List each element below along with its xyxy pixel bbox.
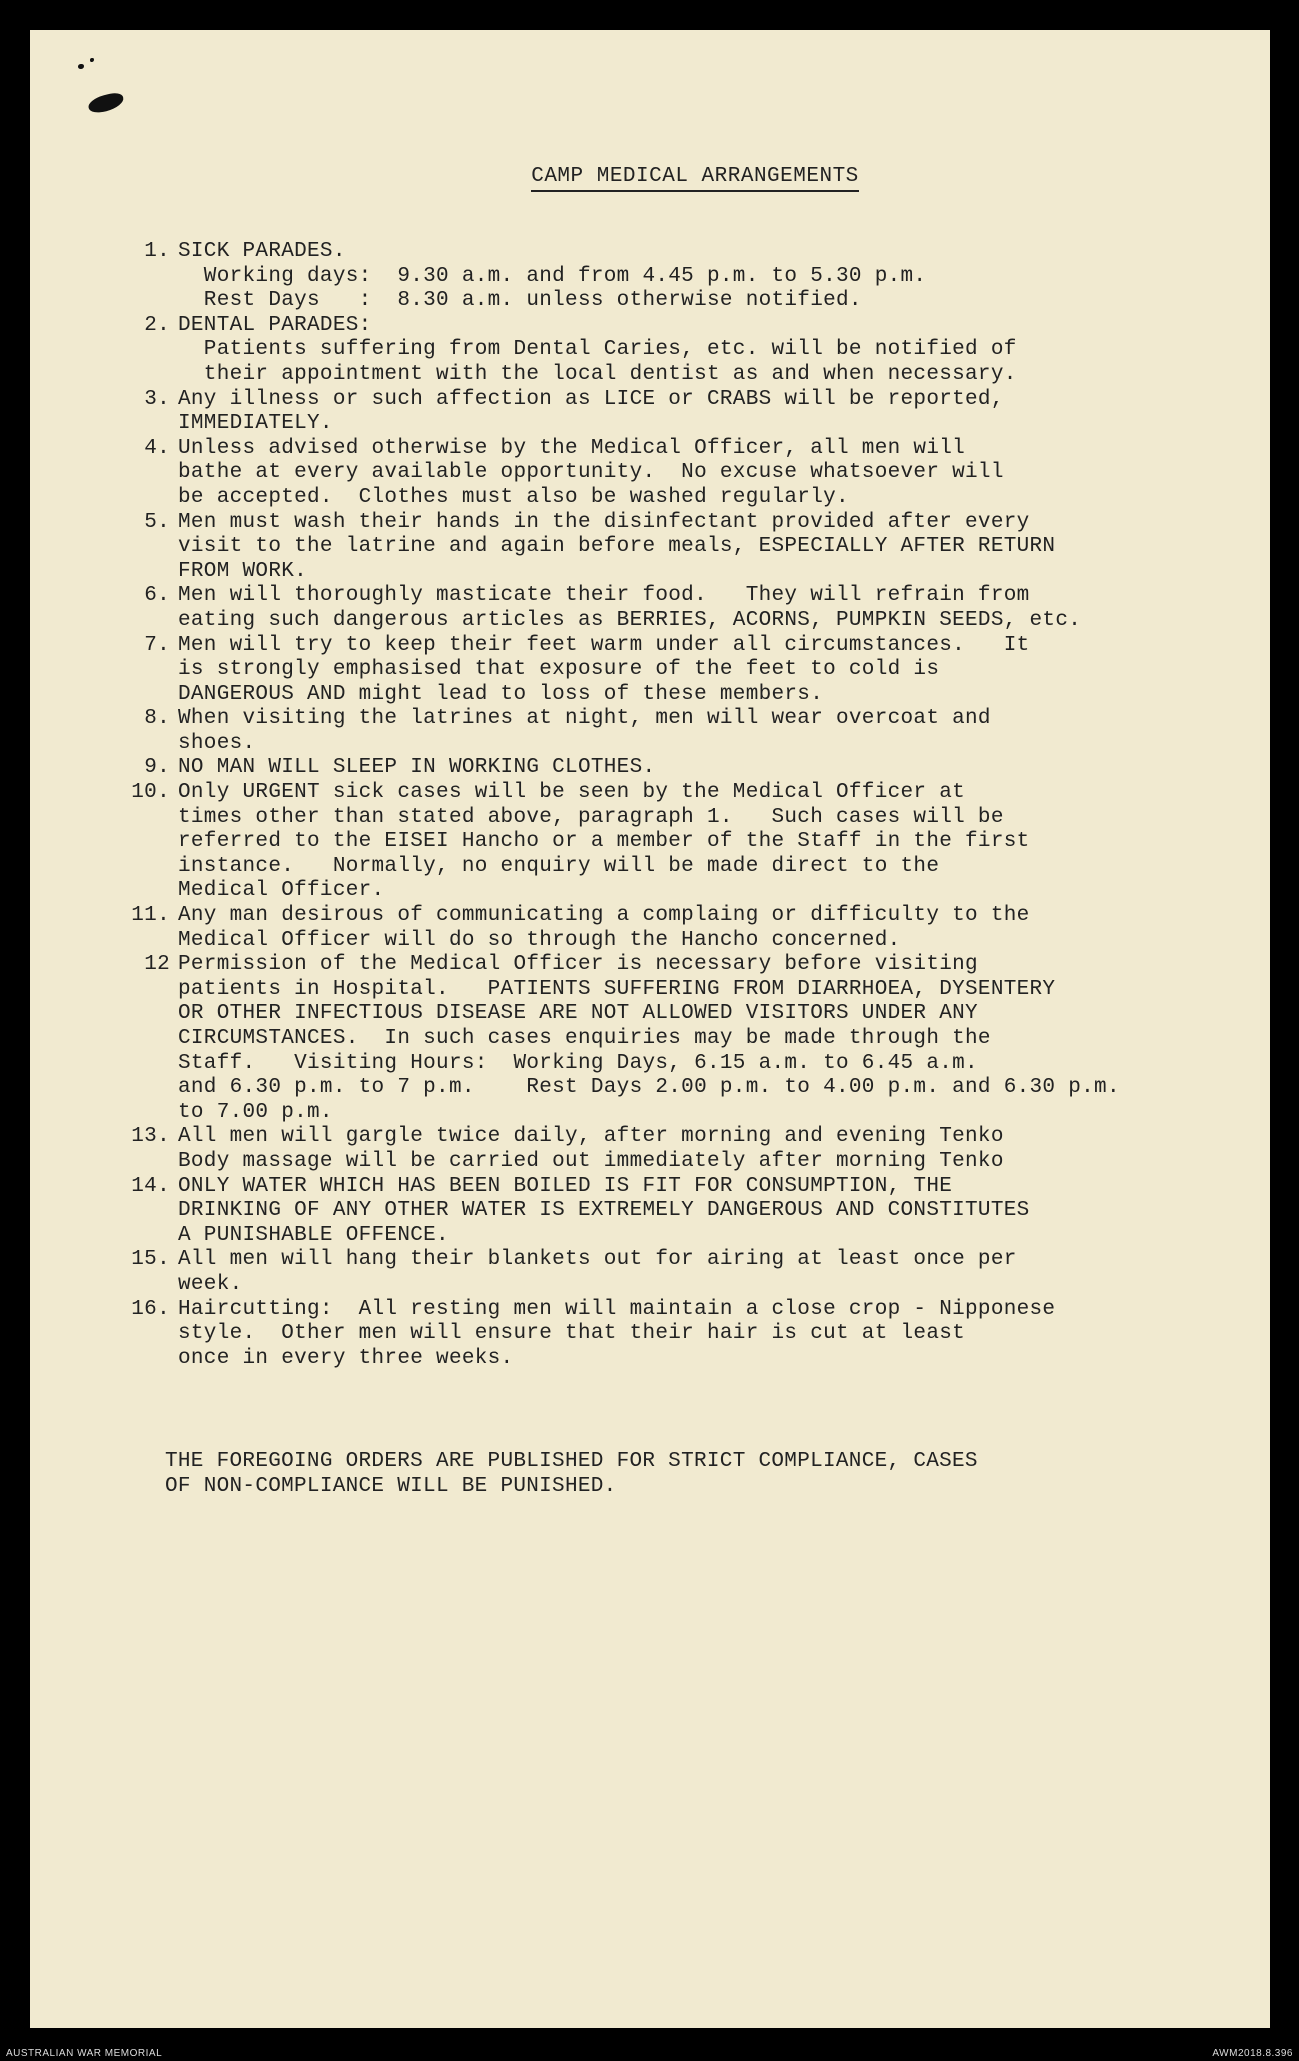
item-line: A PUNISHABLE OFFENCE. [178, 1223, 449, 1247]
item-line: Body massage will be carried out immediately after morning Tenko [178, 1149, 1004, 1173]
item-line: Medical Officer. [178, 879, 385, 903]
list-item [30, 953, 1270, 1125]
list-item [30, 511, 1270, 585]
item-line: CIRCUMSTANCES. In such cases enquiries may be made through the [178, 1027, 991, 1050]
item-line: visit to the latrine and again before meals, ESPECIALLY AFTER RETURN [178, 535, 1056, 559]
item-line: When visiting the latrines at night, men will wear overcoat and [178, 707, 991, 731]
item-line: is strongly emphasised that exposure of the feet to cold is [178, 658, 940, 682]
list-item [30, 904, 1270, 953]
item-line: DANGEROUS AND might lead to loss of these members. [178, 682, 824, 706]
item-line: SICK PARADES. [178, 240, 346, 263]
item-number: 16. [131, 1297, 170, 1321]
item-line: their appointment with the local dentist as and when necessary. [178, 362, 1017, 386]
item-line: bathe at every available opportunity. No excuse whatsoever will [178, 461, 1004, 485]
list-item [30, 1298, 1270, 1372]
list-item [30, 1175, 1270, 1249]
item-number: 14. [131, 1174, 170, 1198]
item-line: Working days: 9.30 a.m. and from 4.45 p.m. to 5.30 p.m. [178, 264, 927, 288]
list-item [30, 756, 1270, 781]
item-line: Permission of the Medical Officer is necessary before visiting [178, 953, 978, 977]
item-line: ONLY WATER WHICH HAS BEEN BOILED IS FIT FOR CONSUMPTION, THE [178, 1174, 953, 1198]
item-line: Any man desirous of communicating a complaing or difficulty to the [178, 904, 1030, 928]
item-line: shoes. [178, 731, 256, 755]
item-number: 1. [144, 240, 170, 263]
item-line: Men must wash their hands in the disinfectant provided after every [178, 510, 1030, 534]
item-line: be accepted. Clothes must also be washed regularly. [178, 485, 849, 509]
item-number: 8. [144, 707, 170, 731]
item-line: Only URGENT sick cases will be seen by the Medical Officer at [178, 781, 966, 805]
item-number: 13. [131, 1125, 170, 1149]
list-item [30, 388, 1270, 437]
item-line: Unless advised otherwise by the Medical Officer, all men will [178, 436, 966, 460]
item-line: IMMEDIATELY. [178, 412, 333, 436]
item-line: patients in Hospital. PATIENTS SUFFERING FROM DIARRHOEA, DYSENTERY [178, 977, 1056, 1001]
item-line: OR OTHER INFECTIOUS DISEASE ARE NOT ALLOWED VISITORS UNDER ANY [178, 1002, 978, 1026]
item-line: DENTAL PARADES: [178, 313, 372, 337]
closing-statement [165, 1450, 978, 1499]
item-line: NO MAN WILL SLEEP IN WORKING CLOTHES. [178, 756, 656, 780]
item-number: 4. [144, 436, 170, 460]
item-line: Any illness or such affection as LICE or CRABS will be reported, [178, 387, 1004, 411]
ink-speck [78, 64, 84, 69]
item-line: Medical Officer will do so through the Hancho concerned. [178, 928, 901, 952]
item-line: and 6.30 p.m. to 7 p.m. Rest Days 2.00 p.m. to 4.00 p.m. and 6.30 p.m. [178, 1076, 1120, 1100]
closing-line: OF NON-COMPLIANCE WILL BE PUNISHED. [165, 1474, 617, 1498]
ink-blot [87, 91, 126, 116]
item-number: 12 [144, 953, 170, 977]
item-line: Patients suffering from Dental Caries, etc. will be notified of [178, 338, 1017, 362]
item-number: 15. [131, 1248, 170, 1272]
item-line: All men will gargle twice daily, after morning and evening Tenko [178, 1125, 1004, 1149]
item-number: 5. [144, 510, 170, 534]
list-item [30, 1125, 1270, 1174]
document-page [30, 30, 1270, 2028]
item-line: instance. Normally, no enquiry will be made direct to the [178, 854, 940, 878]
item-number: 11. [131, 904, 170, 928]
list-item [30, 1248, 1270, 1297]
item-line: All men will hang their blankets out for airing at least once per [178, 1248, 1017, 1272]
item-line: DRINKING OF ANY OTHER WATER IS EXTREMELY DANGEROUS AND CONSTITUTES [178, 1199, 1030, 1223]
footer-accession: AWM2018.8.396 [1212, 2048, 1293, 2059]
item-line: style. Other men will ensure that their hair is cut at least [178, 1322, 966, 1346]
list-item [30, 314, 1270, 388]
title-text: CAMP MEDICAL ARRANGEMENTS [531, 165, 859, 192]
list-item [30, 584, 1270, 633]
page-title [30, 165, 1270, 192]
item-number: 10. [131, 781, 170, 805]
item-number: 6. [144, 584, 170, 608]
ink-speck [90, 58, 94, 62]
list-item [30, 781, 1270, 904]
list-item [30, 707, 1270, 756]
item-line: FROM WORK. [178, 559, 308, 583]
closing-line: THE FOREGOING ORDERS ARE PUBLISHED FOR STRICT COMPLIANCE, CASES [165, 1450, 978, 1473]
order-list [30, 240, 1270, 1371]
item-line: Rest Days : 8.30 a.m. unless otherwise notified. [178, 289, 862, 313]
item-line: times other than stated above, paragraph 1. Such cases will be [178, 805, 1004, 829]
item-line: once in every three weeks. [178, 1346, 514, 1370]
item-line: Haircutting: All resting men will maintain a close crop - Nipponese [178, 1297, 1056, 1321]
item-number: 7. [144, 633, 170, 657]
item-line: referred to the EISEI Hancho or a member of the Staff in the first [178, 830, 1030, 854]
item-number: 3. [144, 387, 170, 411]
item-line: eating such dangerous articles as BERRIES, ACORNS, PUMPKIN SEEDS, etc. [178, 608, 1082, 632]
item-line: week. [178, 1272, 243, 1296]
footer-credit: AUSTRALIAN WAR MEMORIAL [6, 2048, 163, 2059]
item-number: 9. [144, 756, 170, 780]
list-item [30, 634, 1270, 708]
item-number: 2. [144, 313, 170, 337]
list-item [30, 437, 1270, 511]
item-line: Men will try to keep their feet warm under all circumstances. It [178, 633, 1030, 657]
list-item [30, 240, 1270, 314]
item-line: to 7.00 p.m. [178, 1100, 333, 1124]
item-line: Staff. Visiting Hours: Working Days, 6.15 a.m. to 6.45 a.m. [178, 1051, 978, 1075]
item-line: Men will thoroughly masticate their food. They will refrain from [178, 584, 1030, 608]
